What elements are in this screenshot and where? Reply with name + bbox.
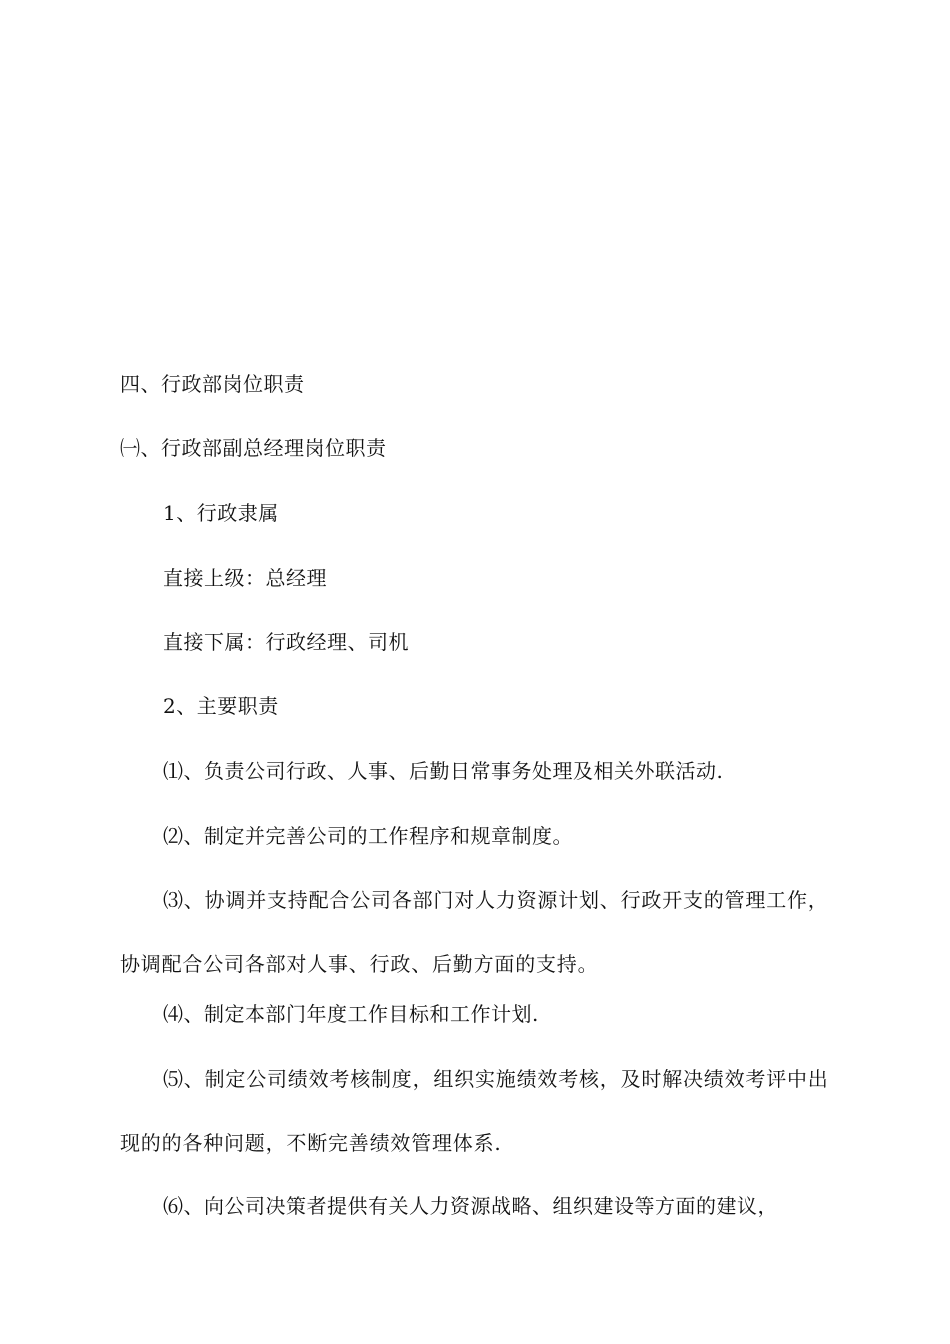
duties-heading: 2、主要职责: [163, 694, 279, 718]
subordinates-line: 直接下属：行政经理、司机: [163, 630, 409, 654]
duty-item-2: ⑵、制定并完善公司的工作程序和规章制度。: [163, 824, 573, 848]
section-title: 四、行政部岗位职责: [120, 372, 305, 396]
duty-item-3: ⑶、协调并支持配合公司各部门对人力资源计划、行政开支的管理工作，协调配合公司各部对人事、行政、后勤方面的支持。: [120, 888, 829, 976]
superior-line: 直接上级：总经理: [163, 566, 327, 590]
duty-item-5: ⑸、制定公司绩效考核制度，组织实施绩效考核，及时解决绩效考评中出现的的各种问题，不断完善绩效管理体系.: [120, 1067, 829, 1155]
affiliation-heading: 1、行政隶属: [163, 501, 279, 525]
duty-item-1: ⑴、负责公司行政、人事、后勤日常事务处理及相关外联活动.: [163, 759, 724, 783]
duty-item-6: ⑹、向公司决策者提供有关人力资源战略、组织建设等方面的建议，: [163, 1194, 778, 1218]
duty-item-4: ⑷、制定本部门年度工作目标和工作计划.: [163, 1002, 539, 1026]
subsection-title: ㈠、行政部副总经理岗位职责: [120, 436, 387, 460]
